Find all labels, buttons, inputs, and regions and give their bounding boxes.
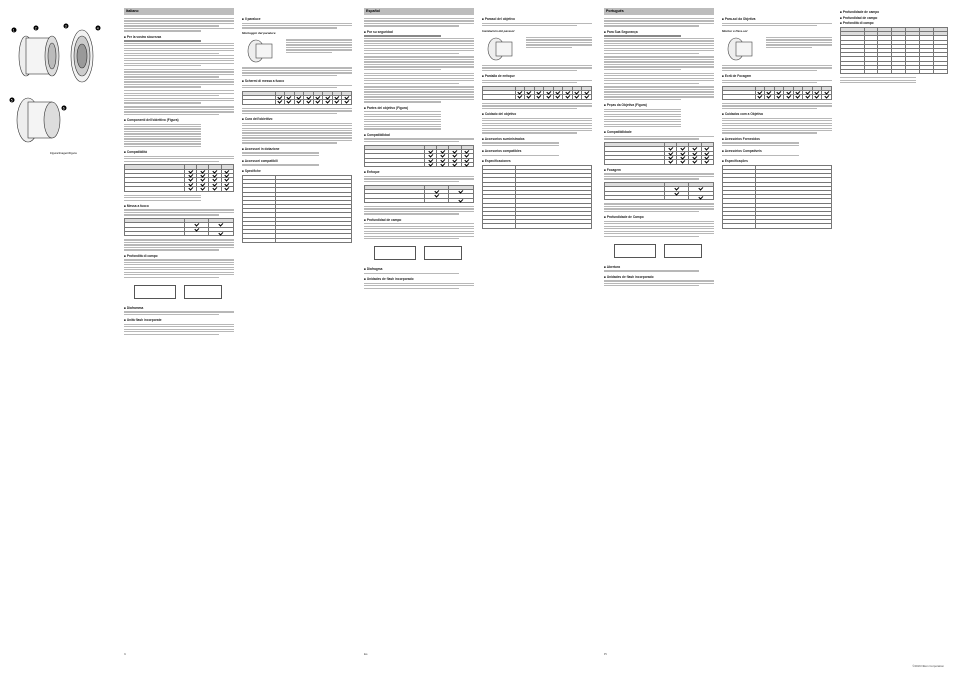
section-heading: ■ Acessórios Fornecidos <box>722 137 832 141</box>
compatibility-table <box>124 164 234 191</box>
dof-table-column <box>840 8 948 658</box>
section-heading: ■ Per la vostra sicurezza <box>124 35 234 39</box>
section-heading: ■ Unidades de flash incorporado <box>604 275 714 279</box>
callout-1: 1 <box>12 28 15 33</box>
screens-table <box>482 86 592 100</box>
subheading: Montar o Para-sol <box>722 28 748 33</box>
espanol-header: Español <box>364 8 474 15</box>
portugues-header: Português <box>604 8 714 15</box>
italiano-header: Italiano <box>124 8 234 15</box>
focus-table <box>604 182 714 200</box>
screens-table <box>722 86 832 100</box>
page-number: Pt <box>604 652 607 656</box>
section-heading: ■ Por su seguridad <box>364 30 474 34</box>
section-heading: ■ Pantalla de enfoque <box>482 74 592 78</box>
figure-caption: Figura/Imagen/Figura <box>50 151 77 155</box>
section-heading: ■ Compatibilidade <box>604 130 714 134</box>
section-heading: ■ Profundidade de Campo <box>604 215 714 219</box>
callout-5: 5 <box>10 98 13 103</box>
section-heading: ■ Especificações <box>722 159 832 163</box>
page-number: Es <box>364 652 368 656</box>
section-heading: ■ Unità flash incorporate <box>124 318 234 322</box>
compatibility-table <box>364 145 474 168</box>
dof-heading-es: ■ Profundidad de campo <box>840 16 948 20</box>
hood-diagram <box>722 36 832 62</box>
section-heading: ■ Profundidad de campo <box>364 218 474 222</box>
dof-diagram <box>364 242 474 264</box>
section-heading: ■ Accesorios suministrados <box>482 137 592 141</box>
section-heading: ■ Accessori in dotazione <box>242 147 352 151</box>
portugues-column-2 <box>722 8 832 658</box>
specs-table <box>242 175 352 243</box>
callout-2: 2 <box>34 26 37 31</box>
dof-table <box>840 27 948 74</box>
focus-table <box>124 218 234 236</box>
compatibility-table <box>604 142 714 165</box>
italiano-column-1 <box>124 8 234 658</box>
subheading: Montaggio del paraluce <box>242 31 276 36</box>
section-heading: ■ Peças da Objetiva (Figura) <box>604 103 714 107</box>
hood-diagram <box>242 38 352 64</box>
specs-table <box>482 165 592 229</box>
screens-table <box>242 91 352 105</box>
section-heading: ■ Specifiche <box>242 169 352 173</box>
dof-heading-pt: ■ Profundidade de campo <box>840 10 948 14</box>
callout-4: 4 <box>96 26 99 31</box>
section-heading: ■ Diafragma <box>364 267 474 271</box>
section-heading: ■ Accesorios compatibles <box>482 149 592 153</box>
section-heading: ■ Focagem <box>604 168 714 172</box>
page-number: It <box>124 652 126 656</box>
section-heading: ■ Especificaciones <box>482 159 592 163</box>
section-heading: ■ Partes del objetivo (Figura) <box>364 106 474 110</box>
italiano-column-2 <box>242 8 352 658</box>
section-heading: ■ Parasol del objetivo <box>482 17 592 21</box>
section-heading: ■ Acessórios Compatíveis <box>722 149 832 153</box>
hood-diagram <box>482 36 592 62</box>
section-heading: ■ Cuidados com a Objetiva <box>722 112 832 116</box>
dof-diagram <box>124 281 234 303</box>
section-heading: ■ Enfoque <box>364 170 474 174</box>
section-heading: ■ Il paraluce <box>242 17 352 21</box>
section-heading: ■ Abertura <box>604 265 714 269</box>
section-heading: ■ Accessori compatibili <box>242 159 352 163</box>
dof-diagram <box>604 240 714 262</box>
espanol-column-1 <box>364 8 474 658</box>
section-heading: ■ Para Sua Segurança <box>604 30 714 34</box>
callout-6: 6 <box>62 106 65 111</box>
callout-3: 3 <box>64 24 67 29</box>
section-heading: ■ Schermi di messa a fuoco <box>242 79 352 83</box>
section-heading: ■ Diaframma <box>124 306 234 310</box>
dof-heading-it: ■ Profondità di campo <box>840 21 948 25</box>
section-heading: ■ Compatibilità <box>124 150 234 154</box>
section-heading: ■ Cura dell'obiettivo <box>242 117 352 121</box>
copyright: ©2019 Nikon Corporation <box>912 664 944 668</box>
section-heading: ■ Componenti dell'obiettivo (Figura) <box>124 118 234 122</box>
section-heading: ■ Cuidado del objetivo <box>482 112 592 116</box>
lens-figure-column <box>6 8 114 658</box>
section-heading: ■ Profondità di campo <box>124 254 234 258</box>
section-heading: ■ Unidades de flash incorporado <box>364 277 474 281</box>
portugues-column-1 <box>604 8 714 658</box>
lens-diagram <box>6 8 114 148</box>
section-heading: ■ Ecrã de Focagem <box>722 74 832 78</box>
subheading: Instalación del parasol <box>482 28 515 33</box>
espanol-column-2 <box>482 8 592 658</box>
section-heading: ■ Messa a fuoco <box>124 204 234 208</box>
section-heading: ■ Para-sol da Objetiva <box>722 17 832 21</box>
focus-table <box>364 185 474 203</box>
specs-table <box>722 165 832 229</box>
section-heading: ■ Compatibilidad <box>364 133 474 137</box>
